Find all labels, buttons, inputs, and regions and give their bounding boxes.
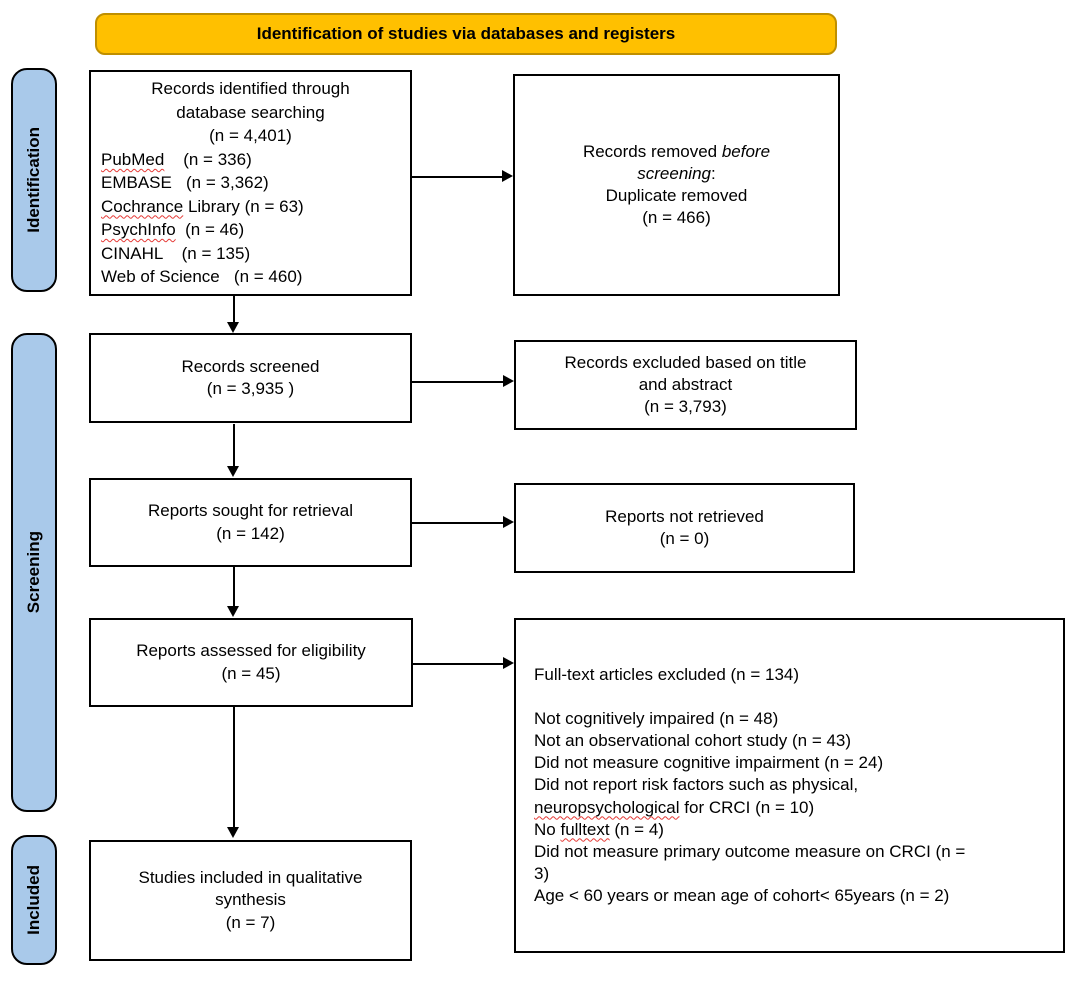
- diagram-title-banner: [95, 13, 837, 55]
- text-line: (n = 0): [659, 529, 710, 548]
- text-line: synthesis: [215, 890, 286, 910]
- arrow-sought-to-assessed: [233, 567, 235, 606]
- box-records-excluded-title-abstract: [514, 340, 857, 430]
- text-line: Studies included in qualitative: [138, 868, 363, 888]
- text-line: Did not measure cognitive impairment (n = 24): [534, 753, 884, 773]
- arrow-assessed-to-included: [233, 707, 235, 827]
- text-line: (n = 3,793): [644, 397, 727, 417]
- stage-identification: [11, 68, 57, 292]
- stage-included-label: Included: [24, 865, 43, 935]
- text-line: Records screened: [181, 356, 320, 376]
- text-line: Did not report risk factors such as physical,: [534, 775, 859, 795]
- box-reports-sought: [89, 478, 412, 567]
- box-reports-assessed: [89, 618, 413, 707]
- text-line: Cochrance Library (n = 63): [101, 196, 304, 216]
- text-line: Age < 60 years or mean age of cohort< 65years (n = 2): [534, 885, 950, 905]
- arrow-screened-to-sought: [233, 424, 235, 466]
- box-reports-not-retrieved: [514, 483, 855, 573]
- text-line: Records removed before: [582, 141, 771, 161]
- text-line: Records excluded based on title: [564, 352, 807, 372]
- text-line: Did not measure primary outcome measure on CRCI (n =: [534, 841, 966, 861]
- text-line: Reports sought for retrieval: [147, 501, 354, 521]
- text-line: Records identified through: [151, 79, 350, 99]
- stage-screening: [11, 333, 57, 812]
- arrow-sought-to-not-retrieved: [412, 522, 503, 524]
- text-line: (n = 45): [221, 663, 281, 683]
- text-line: PubMed (n = 336): [101, 149, 252, 169]
- stage-included: [11, 835, 57, 965]
- box-records-removed-before-screening: [513, 74, 840, 296]
- stage-identification-label: Identification: [24, 127, 43, 233]
- box-records-identified: [89, 70, 412, 296]
- text-line: No fulltext (n = 4): [534, 819, 664, 839]
- text-line: CINAHL (n = 135): [101, 243, 251, 263]
- text-line: Reports assessed for eligibility: [136, 641, 366, 661]
- stage-screening-label: Screening: [24, 531, 43, 614]
- arrow-assessed-to-fulltext-excluded: [413, 663, 503, 665]
- box-fulltext-articles-excluded: [514, 618, 1065, 953]
- text-line: [534, 686, 1045, 708]
- text-line: database searching: [176, 102, 325, 122]
- text-line: Not cognitively impaired (n = 48): [534, 709, 779, 729]
- text-line: (n = 142): [216, 523, 285, 543]
- text-line: (n = 4,401): [209, 126, 292, 146]
- text-line: Reports not retrieved: [605, 506, 764, 526]
- text-line: 3): [534, 863, 550, 883]
- arrow-identified-to-screened: [233, 296, 235, 322]
- text-line: (n = 466): [642, 208, 711, 228]
- diagram-title: Identification of studies via databases and registers: [256, 24, 676, 43]
- text-line: PsychInfo (n = 46): [101, 220, 245, 240]
- box-studies-included: [89, 840, 412, 961]
- arrow-screened-to-excluded: [412, 381, 503, 383]
- text-line: and abstract: [638, 374, 733, 394]
- text-line: Full-text articles excluded (n = 134): [534, 664, 800, 684]
- text-line: neuropsychological for CRCI (n = 10): [534, 797, 815, 817]
- text-line: (n = 7): [225, 912, 276, 932]
- text-line: Web of Science (n = 460): [101, 267, 303, 287]
- text-line: Not an observational cohort study (n = 43): [534, 731, 852, 751]
- box-records-screened: [89, 333, 412, 423]
- text-line: EMBASE (n = 3,362): [101, 173, 269, 193]
- text-line: screening:: [637, 163, 716, 183]
- text-line: (n = 3,935 ): [206, 379, 295, 398]
- arrow-identified-to-removed: [412, 176, 502, 178]
- text-line: Duplicate removed: [605, 186, 748, 205]
